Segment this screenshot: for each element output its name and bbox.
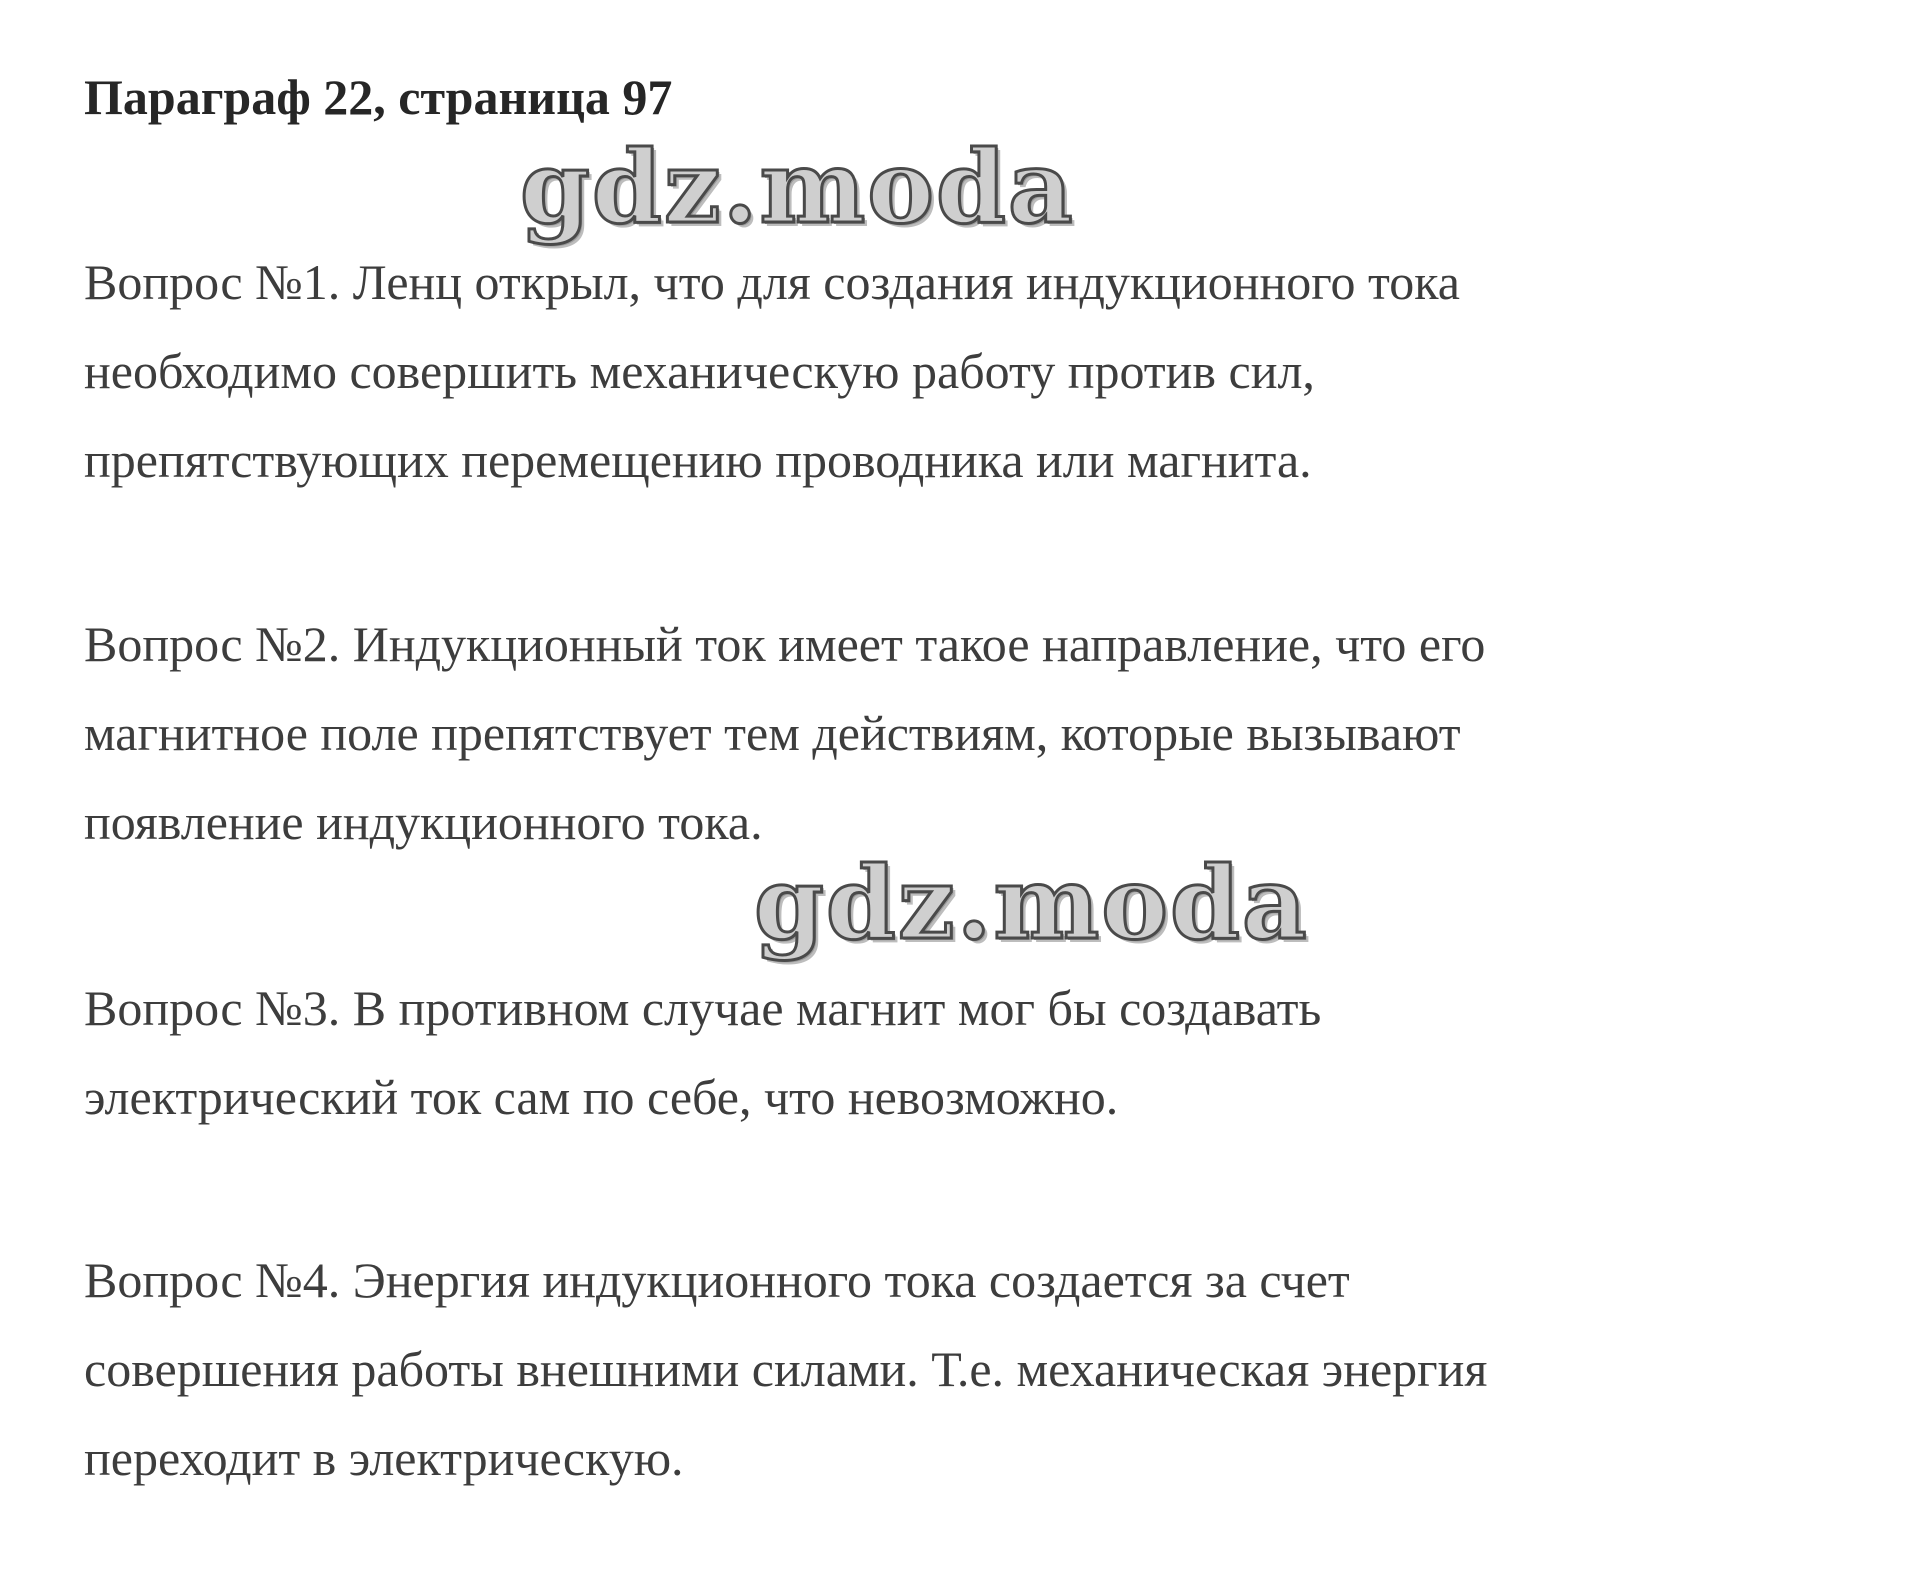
answer-4: Вопрос №4. Энергия индукционного тока создается за счет совершения работы внешними силами. Т.е. механическая энергия переходит в электрическую. — [84, 1252, 1488, 1486]
watermark-logo: gdz.moda — [754, 844, 1309, 962]
page-heading: Параграф 22, страница 97 — [84, 69, 673, 125]
answer-1: Вопрос №1. Ленц открыл, что для создания индукционного тока необходимо совершить механическую работу против сил, препятствующих перемещению проводника или магнита. — [84, 254, 1460, 488]
answer-2: Вопрос №2. Индукционный ток имеет такое направление, что его магнитное поле препятствует тем действиям, которые вызывают появление индукционного тока. — [84, 616, 1486, 850]
answer-3: Вопрос №3. В противном случае магнит мог бы создавать электрический ток сам по себе, что невозможно. — [84, 980, 1322, 1125]
watermark-logo: gdz.moda — [520, 128, 1075, 246]
